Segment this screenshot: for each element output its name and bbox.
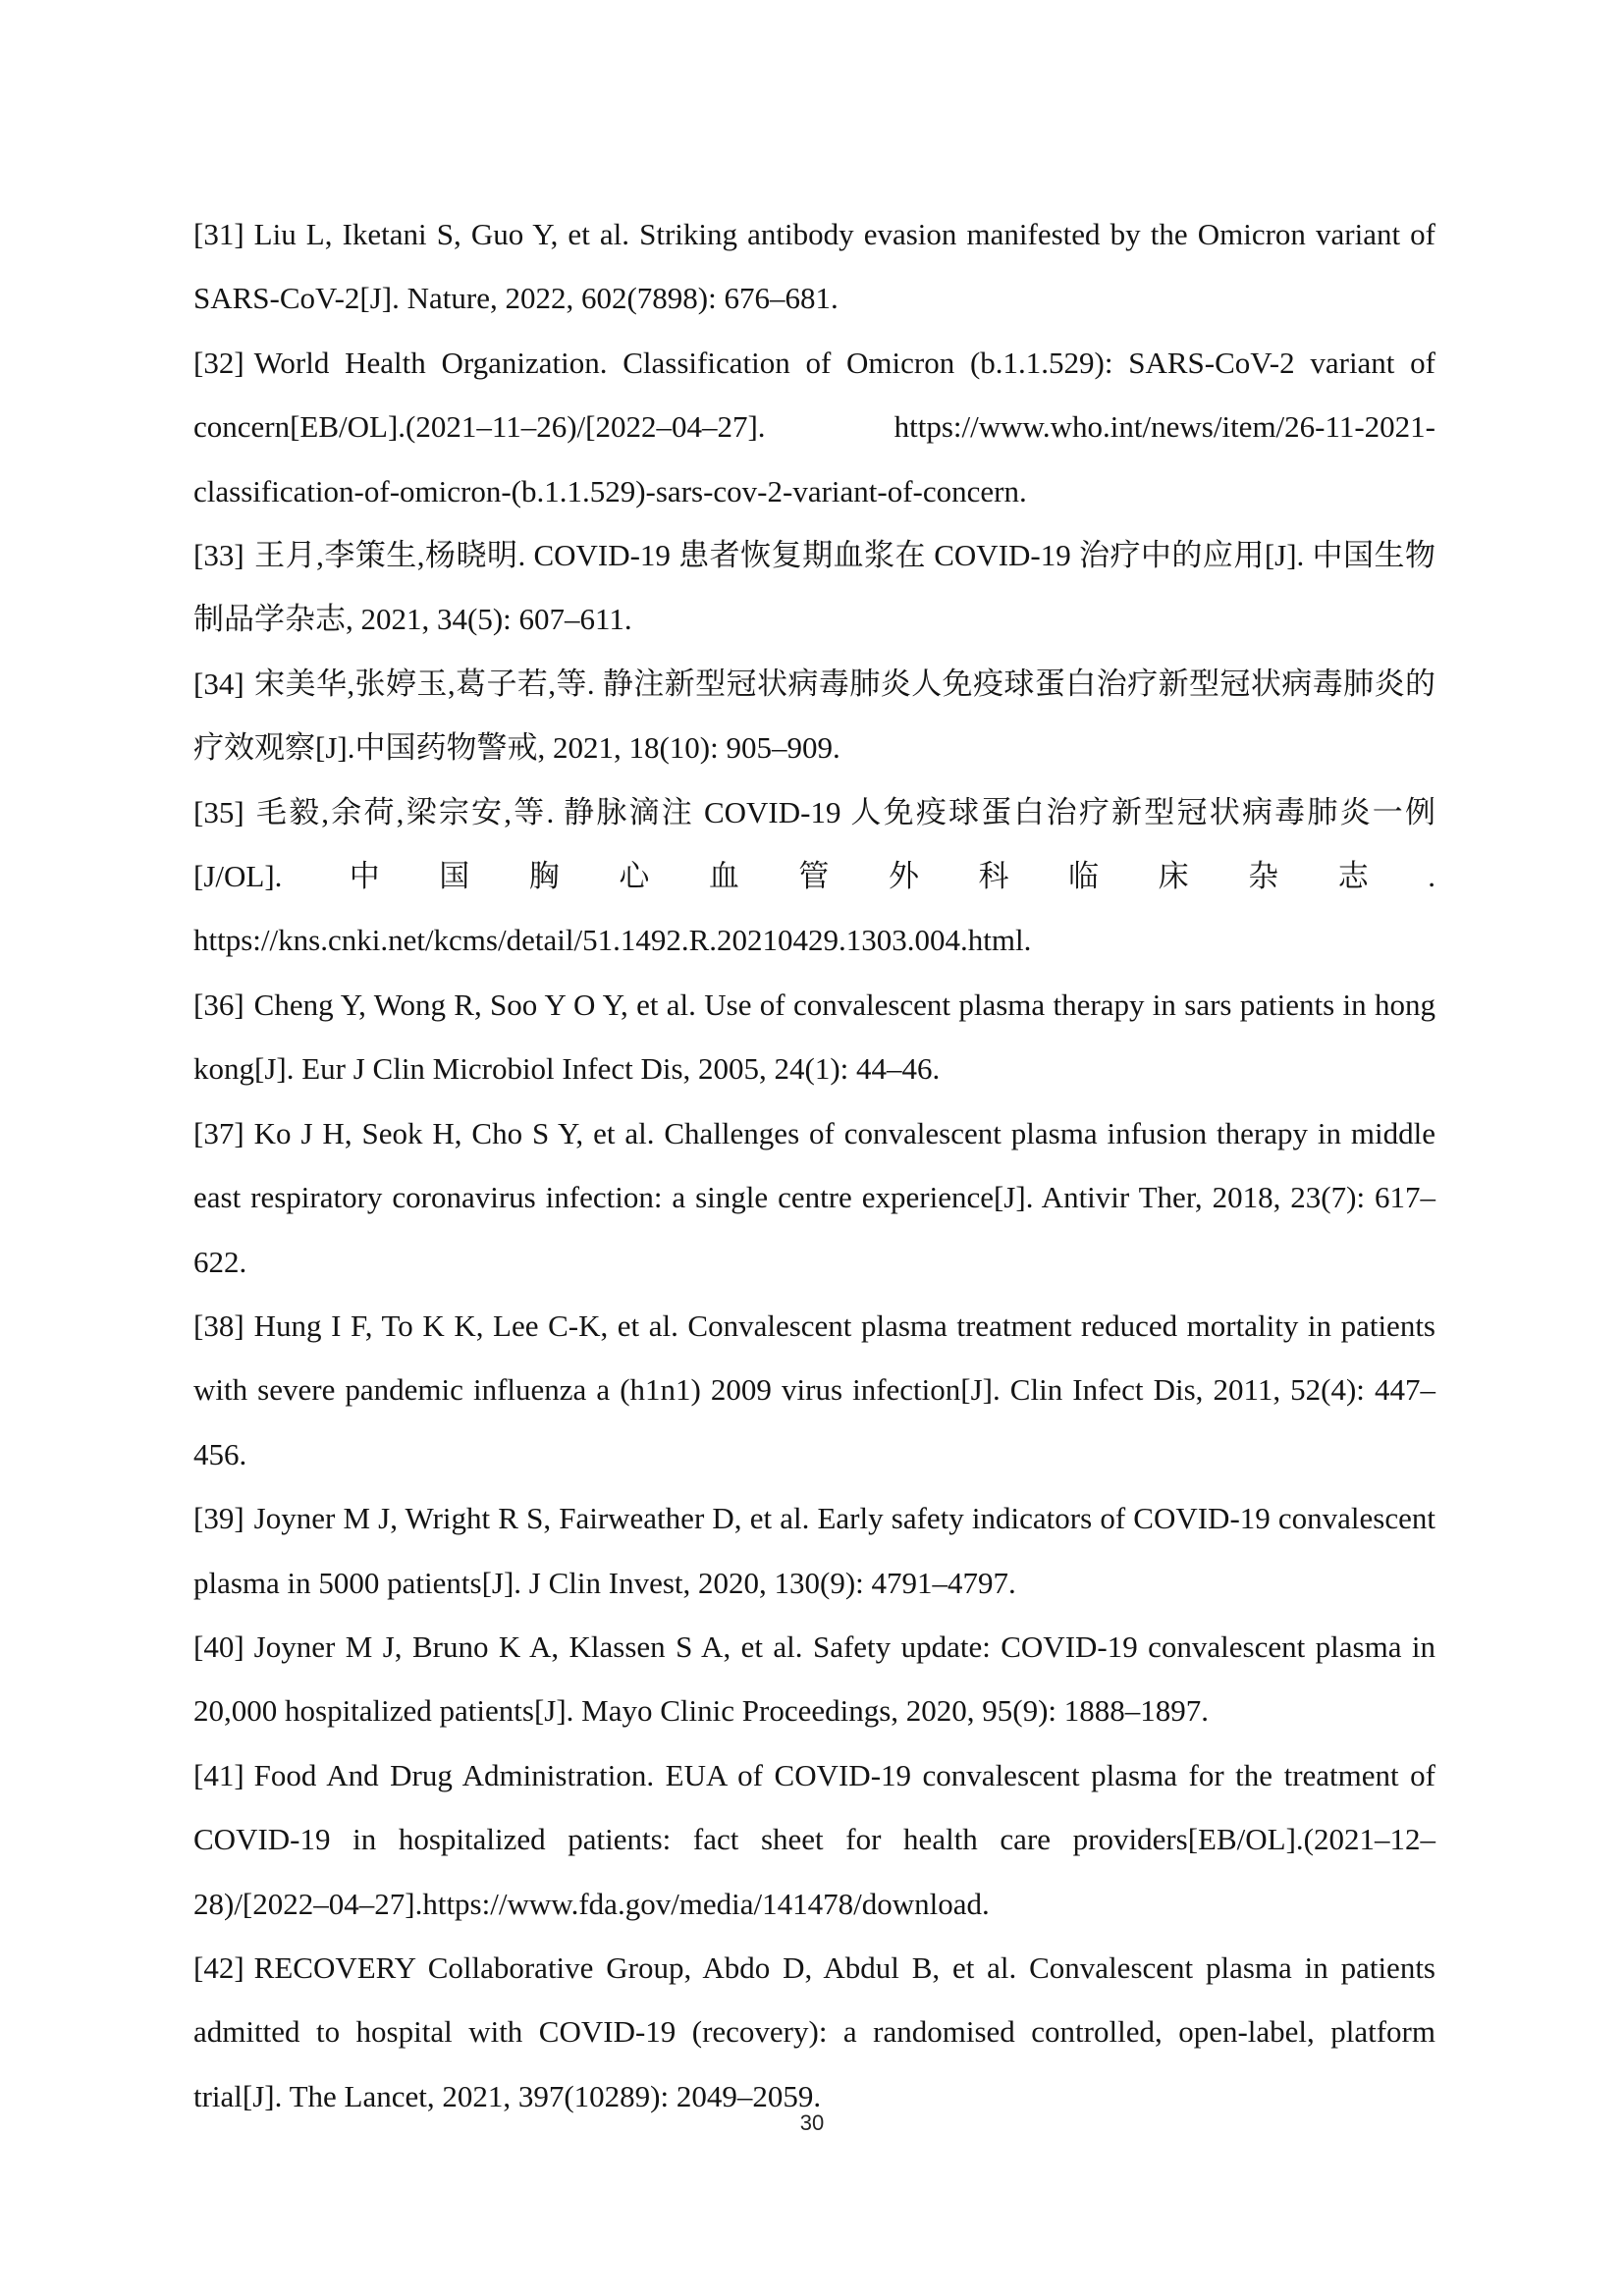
reference-number: [37] xyxy=(193,1115,244,1150)
reference-item xyxy=(193,523,1435,652)
reference-number: [41] xyxy=(193,1757,244,1792)
reference-list xyxy=(193,202,1435,2128)
reference-text: Liu L, Iketani S, Guo Y, et al. Striking antibody evasion manifested by the Omicron variant of SARS-CoV-2[J]. Nature, 2022, 602(7898): 676–681. xyxy=(193,217,1435,316)
reference-text: 宋美华,张婷玉,葛子若,等. 静注新型冠状病毒肺炎人免疫球蛋白治疗新型冠状病毒肺炎的疗效观察[J].中国药物警戒, 2021, 18(10): 905–909. xyxy=(193,666,1435,766)
reference-text: 王月,李策生,杨晓明. COVID-19 患者恢复期血浆在 COVID-19 治疗中的应用[J]. 中国生物制品学杂志, 2021, 34(5): 607–611. xyxy=(193,538,1435,637)
reference-text: Hung I F, To K K, Lee C-K, et al. Convalescent plasma treatment reduced mortality in patients with severe pandemic influenza a (h1n1) 2009 virus infection[J]. Clin Infect Dis, 2011, 52(4): 447–456. xyxy=(193,1308,1435,1471)
reference-number: [39] xyxy=(193,1501,244,1536)
reference-text: Cheng Y, Wong R, Soo Y O Y, et al. Use of convalescent plasma therapy in sars patients in hong kong[J]. Eur J Clin Microbiol Infect Dis, 2005, 24(1): 44–46. xyxy=(193,987,1435,1087)
reference-text: Ko J H, Seok H, Cho S Y, et al. Challenges of convalescent plasma infusion therapy in middle east respiratory coronavirus infection: a single centre experience[J]. Antivir Ther, 2018, 23(7): 617–622. xyxy=(193,1115,1435,1279)
reference-item xyxy=(193,1743,1435,1936)
reference-item xyxy=(193,1294,1435,1486)
reference-number: [31] xyxy=(193,217,244,251)
reference-number: [42] xyxy=(193,1949,244,1985)
reference-item xyxy=(193,331,1435,523)
page-number: 30 xyxy=(799,2110,825,2135)
reference-item xyxy=(193,1486,1435,1615)
reference-number: [32] xyxy=(193,345,244,380)
reference-number: [36] xyxy=(193,987,244,1022)
reference-item xyxy=(193,973,1435,1101)
reference-item xyxy=(193,202,1435,331)
reference-text: 毛毅,余荷,梁宗安,等. 静脉滴注 COVID-19 人免疫球蛋白治疗新型冠状病毒肺炎一例[J/OL]. 中国胸心血管外科临床杂志. https://kns.cnki.net/kcms/detail/51.1492.R.20210429.1303.004.html. xyxy=(193,794,1435,958)
reference-text: Food And Drug Administration. EUA of COVID-19 convalescent plasma for the treatment of COVID-19 in hospitalized patients: fact sheet for health care providers[EB/OL].(2021–12–28)/[2022–04–27].https://www.fda.gov/media/141478/download. xyxy=(193,1757,1435,1921)
reference-text: World Health Organization. Classification of Omicron (b.1.1.529): SARS-CoV-2 variant of concern[EB/OL].(2021–11–26)/[2022–04–27]. https://www.who.int/news/item/26-11-2021-classification-of-omicron-(b.1.1.529)-sars-cov-2-variant-of-concern. xyxy=(193,345,1435,508)
reference-text: Joyner M J, Wright R S, Fairweather D, et al. Early safety indicators of COVID-19 convalescent plasma in 5000 patients[J]. J Clin Invest, 2020, 130(9): 4791–4797. xyxy=(193,1501,1435,1600)
reference-number: [40] xyxy=(193,1629,244,1664)
reference-item xyxy=(193,1936,1435,2128)
reference-item xyxy=(193,1615,1435,1743)
reference-number: [38] xyxy=(193,1308,244,1343)
reference-item xyxy=(193,652,1435,780)
reference-item xyxy=(193,1101,1435,1294)
reference-number: [33] xyxy=(193,538,244,573)
reference-text: Joyner M J, Bruno K A, Klassen S A, et al. Safety update: COVID-19 convalescent plasma in 20,000 hospitalized patients[J]. Mayo Clinic Proceedings, 2020, 95(9): 1888–1897. xyxy=(193,1629,1435,1729)
reference-item xyxy=(193,780,1435,973)
reference-text: RECOVERY Collaborative Group, Abdo D, Abdul B, et al. Convalescent plasma in patients admitted to hospital with COVID-19 (recovery): a randomised controlled, open-label, platform trial[J]. The Lancet, 2021, 397(10289): 2049–2059. xyxy=(193,1949,1435,2113)
reference-number: [35] xyxy=(193,794,244,829)
reference-number: [34] xyxy=(193,666,244,701)
